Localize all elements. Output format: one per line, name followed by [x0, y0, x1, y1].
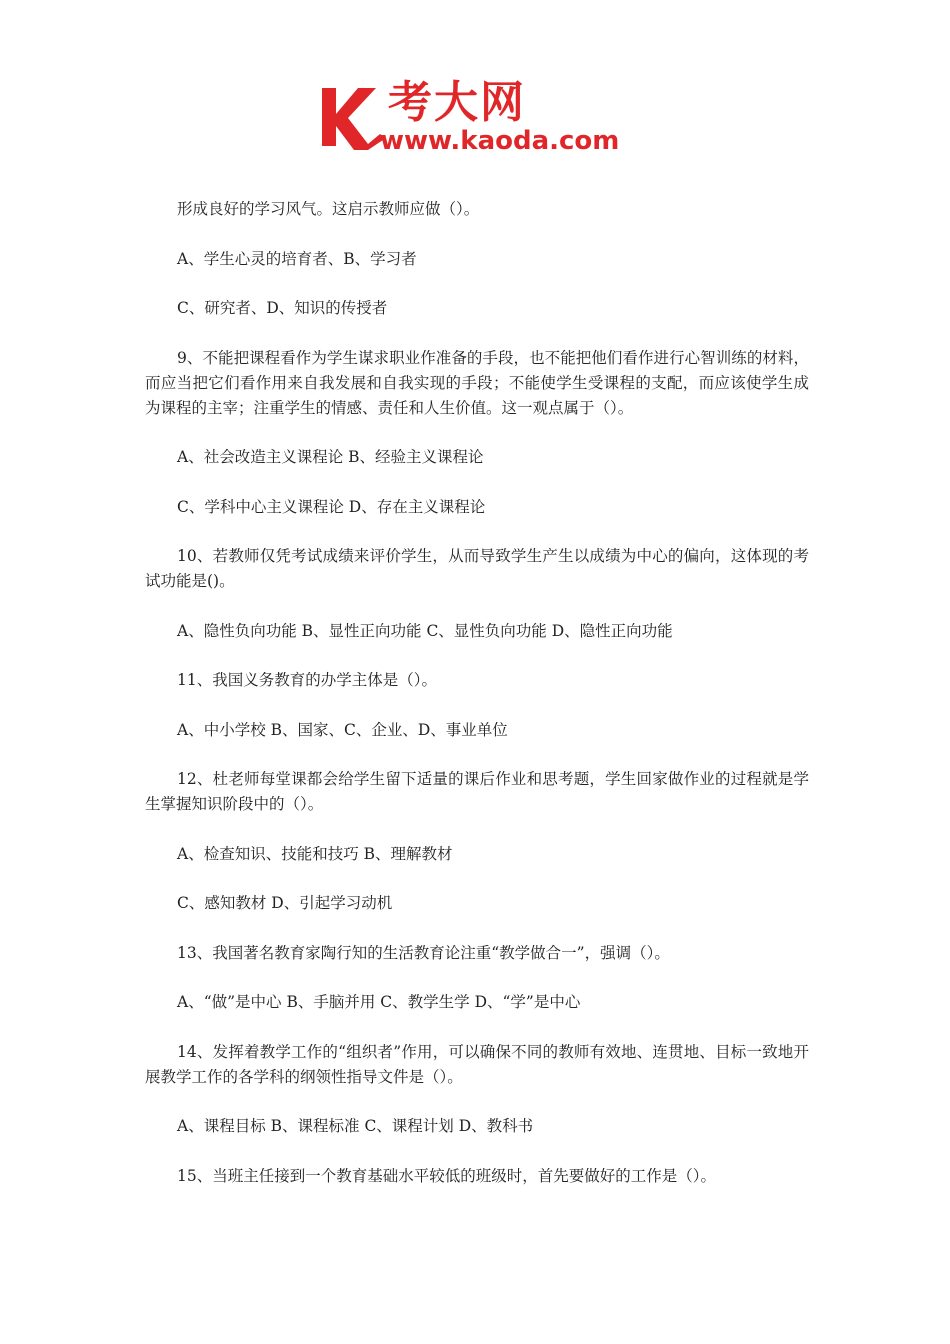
- question-12: 12、杜老师每堂课都会给学生留下适量的课后作业和思考题，学生回家做作业的过程就是学生掌握知识阶段中的（）。: [145, 770, 809, 813]
- option-line: C、感知教材 D、引起学习动机: [177, 894, 393, 912]
- option-line: A、社会改造主义课程论 B、经验主义课程论: [177, 448, 484, 466]
- question-15: 15、当班主任接到一个教育基础水平较低的班级时，首先要做好的工作是（）。: [177, 1166, 716, 1185]
- question-13: 13、我国著名教育家陶行知的生活教育论注重“教学做合一”，强调（）。: [177, 943, 670, 962]
- option-line: A、检查知识、技能和技巧 B、理解教材: [177, 844, 453, 863]
- question-14: 14、发挥着教学工作的“组织者”作用，可以确保不同的教师有效地、连贯地、目标一致地开展教学工作的各学科的纲领性指导文件是（）。: [145, 1042, 809, 1086]
- logo-brand-name: 考大网: [388, 77, 526, 128]
- document-body: [145, 197, 809, 1213]
- question-11: 11、我国义务教育的办学主体是（）。: [177, 671, 437, 689]
- kaoda-logo: [318, 78, 640, 160]
- option-line: A、“做”是中心 B、手脑并用 C、教学生学 D、“学”是中心: [177, 993, 581, 1011]
- logo-url: www.kaoda.com: [380, 126, 620, 156]
- option-line: A、中小学校 B、国家、C、企业、D、事业单位: [177, 720, 508, 739]
- option-line: C、研究者、D、知识的传授者: [177, 299, 388, 317]
- option-line: A、学生心灵的培育者、B、学习者: [177, 249, 417, 268]
- option-line: A、隐性负向功能 B、显性正向功能 C、显性负向功能 D、隐性正向功能: [177, 621, 673, 640]
- paragraph: 形成良好的学习风气。这启示教师应做（）。: [177, 200, 480, 218]
- question-10: 10、若教师仅凭考试成绩来评价学生，从而导致学生产生以成绩为中心的偏向，这体现的考试功能是()。: [145, 547, 809, 590]
- k-logo-icon: [318, 84, 388, 150]
- option-line: A、课程目标 B、课程标准 C、课程计划 D、教科书: [177, 1117, 534, 1135]
- question-9: 9、不能把课程看作为学生谋求职业作准备的手段，也不能把他们看作进行心智训练的材料，而应当把它们看作用来自我发展和自我实现的手段；不能使学生受课程的支配，而应该使学生成为课程的主宰；注重学生的情感、责任和人生价值。这一观点属于（）。: [145, 348, 809, 417]
- option-line: C、学科中心主义课程论 D、存在主义课程论: [177, 497, 486, 516]
